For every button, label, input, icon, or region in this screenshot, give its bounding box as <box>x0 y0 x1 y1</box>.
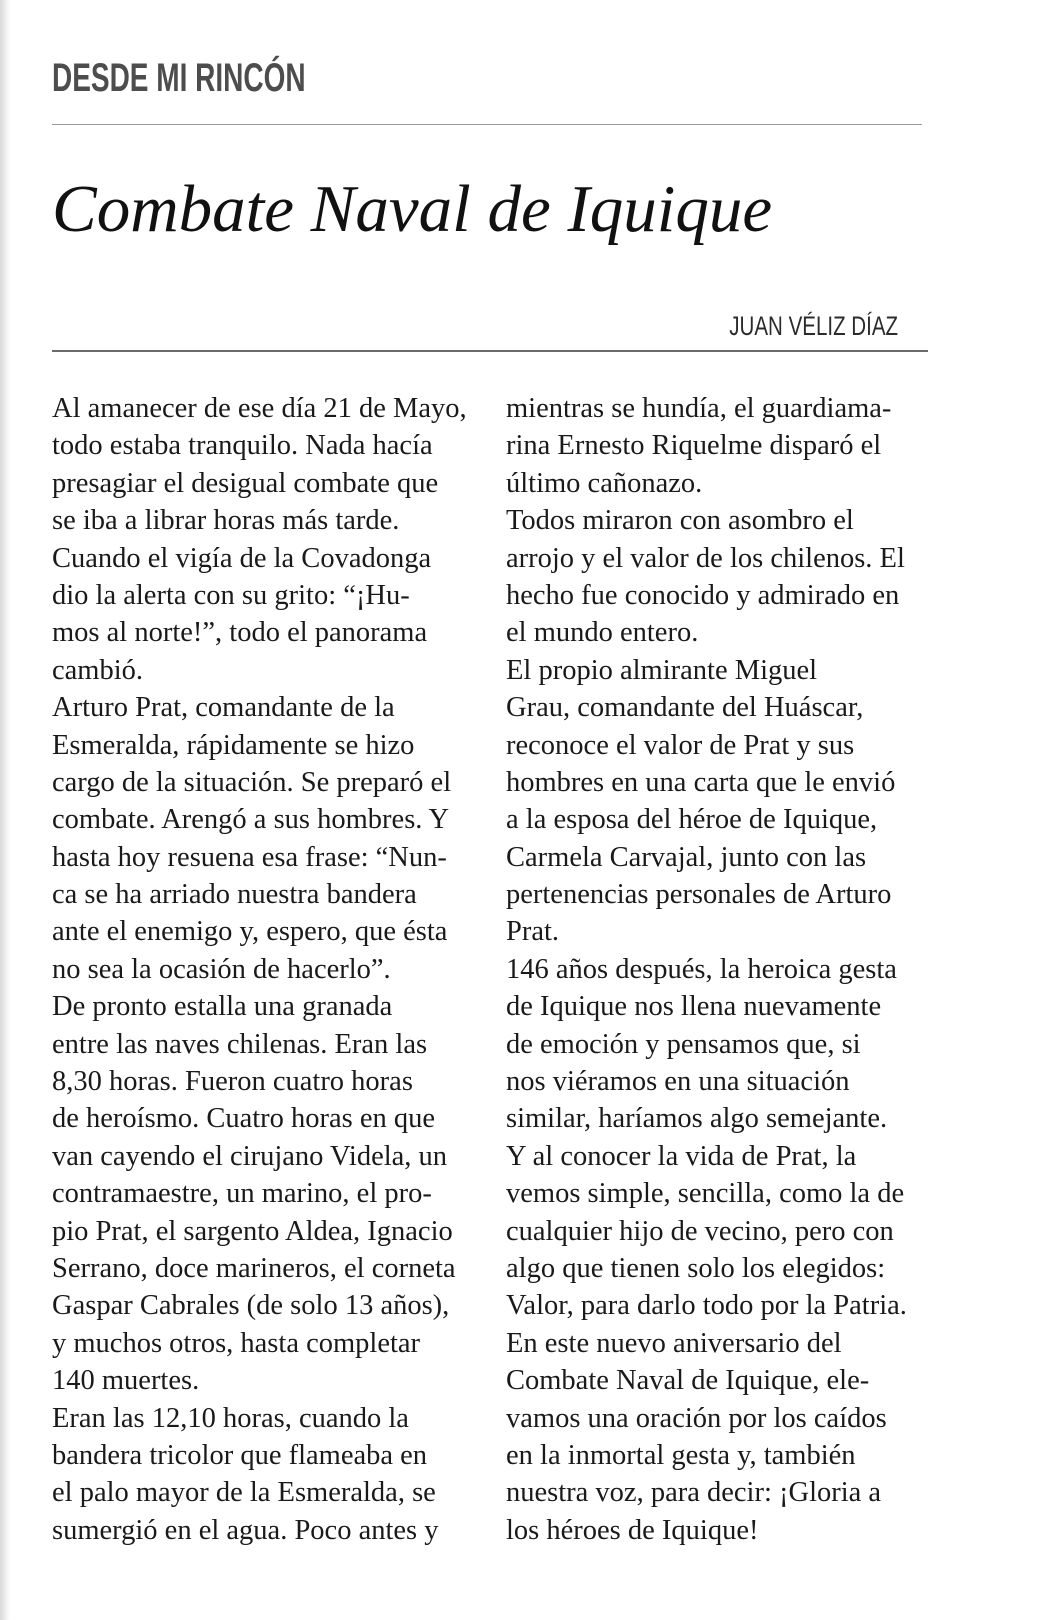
article-line: sumergió en el agua. Poco antes y <box>52 1514 439 1546</box>
article-line: mientras se hundía, el guardiama- <box>506 393 892 424</box>
article-line: Todos miraron con asombro el <box>506 505 854 537</box>
article-line: van cayendo el cirujano Videla, un <box>52 1140 448 1172</box>
article-line: presagiar el desigual combate que <box>52 467 439 499</box>
byline-divider <box>52 350 928 352</box>
article-line: de heroísmo. Cuatro horas en que <box>52 1103 436 1135</box>
article-line: El propio almirante Miguel <box>506 654 818 686</box>
article-line: último cañonazo. <box>506 467 703 499</box>
article-line: Carmela Carvajal, junto con las <box>506 841 867 873</box>
article-line: hasta hoy resuena esa frase: “Nun- <box>52 841 447 873</box>
article-line: el mundo entero. <box>506 617 699 649</box>
article-line: En este nuevo aniversario del <box>506 1327 842 1359</box>
article-line: Valor, para darlo todo por la Patria. <box>506 1290 907 1322</box>
article-line: Grau, comandante del Huáscar, <box>506 692 864 724</box>
article-line: combate. Arengó a sus hombres. Y <box>52 804 450 836</box>
article-line: algo que tienen solo los elegidos: <box>506 1252 886 1284</box>
article-line: Prat. <box>506 916 560 948</box>
article-line: el palo mayor de la Esmeralda, se <box>52 1477 436 1509</box>
article-line: Gaspar Cabrales (de solo 13 años), <box>52 1290 450 1322</box>
article-line: pertenencias personales de Arturo <box>506 879 892 911</box>
article-line: cargo de la situación. Se preparó el <box>52 766 452 798</box>
article-line: en la inmortal gesta y, también <box>506 1439 856 1471</box>
article-line: 8,30 horas. Fueron cuatro horas <box>52 1066 413 1098</box>
article-line: Esmeralda, rápidamente se hizo <box>52 729 415 761</box>
article-line: y muchos otros, hasta completar <box>52 1327 421 1359</box>
article-line: bandera tricolor que flameaba en <box>52 1439 428 1471</box>
article-column-left <box>52 390 482 1549</box>
page-edge-shadow <box>0 0 10 1620</box>
article-line: 146 años después, la heroica gesta <box>506 953 897 985</box>
article-column-right <box>506 390 936 1549</box>
article-line: reconoce el valor de Prat y sus <box>506 729 855 761</box>
article-line: nuestra voz, para decir: ¡Gloria a <box>506 1477 882 1509</box>
article-byline: JUAN VÉLIZ DÍAZ <box>729 311 898 341</box>
article-line: Y al conocer la vida de Prat, la <box>506 1140 857 1172</box>
article-line: Cuando el vigía de la Covadonga <box>52 542 432 574</box>
article-line: hombres en una carta que le envió <box>506 766 896 798</box>
article-line: Eran las 12,10 horas, cuando la <box>52 1402 409 1434</box>
article-line: Al amanecer de ese día 21 de Mayo, <box>52 393 467 424</box>
article-line: de Iquique nos llena nuevamente <box>506 991 882 1023</box>
article-line: Serrano, doce marineros, el corneta <box>52 1252 456 1284</box>
article-line: entre las naves chilenas. Eran las <box>52 1028 428 1060</box>
article-line: ante el enemigo y, espero, que ésta <box>52 916 448 948</box>
article-line: cualquier hijo de vecino, pero con <box>506 1215 894 1247</box>
article-line: hecho fue conocido y admirado en <box>506 579 900 611</box>
article-line: pio Prat, el sargento Aldea, Ignacio <box>52 1215 453 1247</box>
article-title: Combate Naval de Iquique <box>52 172 773 246</box>
section-kicker: DESDE MI RINCÓN <box>52 56 306 100</box>
section-divider <box>52 124 922 125</box>
article-line: vemos simple, sencilla, como la de <box>506 1178 905 1210</box>
article-line: arrojo y el valor de los chilenos. El <box>506 542 905 574</box>
article-line: vamos una oración por los caídos <box>506 1402 887 1434</box>
article-line: contramaestre, un marino, el pro- <box>52 1178 432 1210</box>
article-line: 140 muertes. <box>52 1365 200 1397</box>
article-line: cambió. <box>52 654 144 686</box>
article-line: no sea la ocasión de hacerlo”. <box>52 953 391 985</box>
article-line: se iba a librar horas más tarde. <box>52 505 400 537</box>
article-line: nos viéramos en una situación <box>506 1066 850 1098</box>
article-line: Arturo Prat, comandante de la <box>52 692 395 724</box>
article-line: los héroes de Iquique! <box>506 1514 759 1546</box>
article-line: similar, haríamos algo semejante. <box>506 1103 888 1135</box>
article-line: rina Ernesto Riquelme disparó el <box>506 430 882 462</box>
article-line: ca se ha arriado nuestra bandera <box>52 879 417 911</box>
article-line: a la esposa del héroe de Iquique, <box>506 804 878 836</box>
article-line: dio la alerta con su grito: “¡Hu- <box>52 579 410 611</box>
article-line: mos al norte!”, todo el panorama <box>52 617 428 649</box>
article-line: De pronto estalla una granada <box>52 991 393 1023</box>
article-line: Combate Naval de Iquique, ele- <box>506 1365 870 1397</box>
article-line: todo estaba tranquilo. Nada hacía <box>52 430 433 462</box>
article-line: de emoción y pensamos que, si <box>506 1028 861 1060</box>
